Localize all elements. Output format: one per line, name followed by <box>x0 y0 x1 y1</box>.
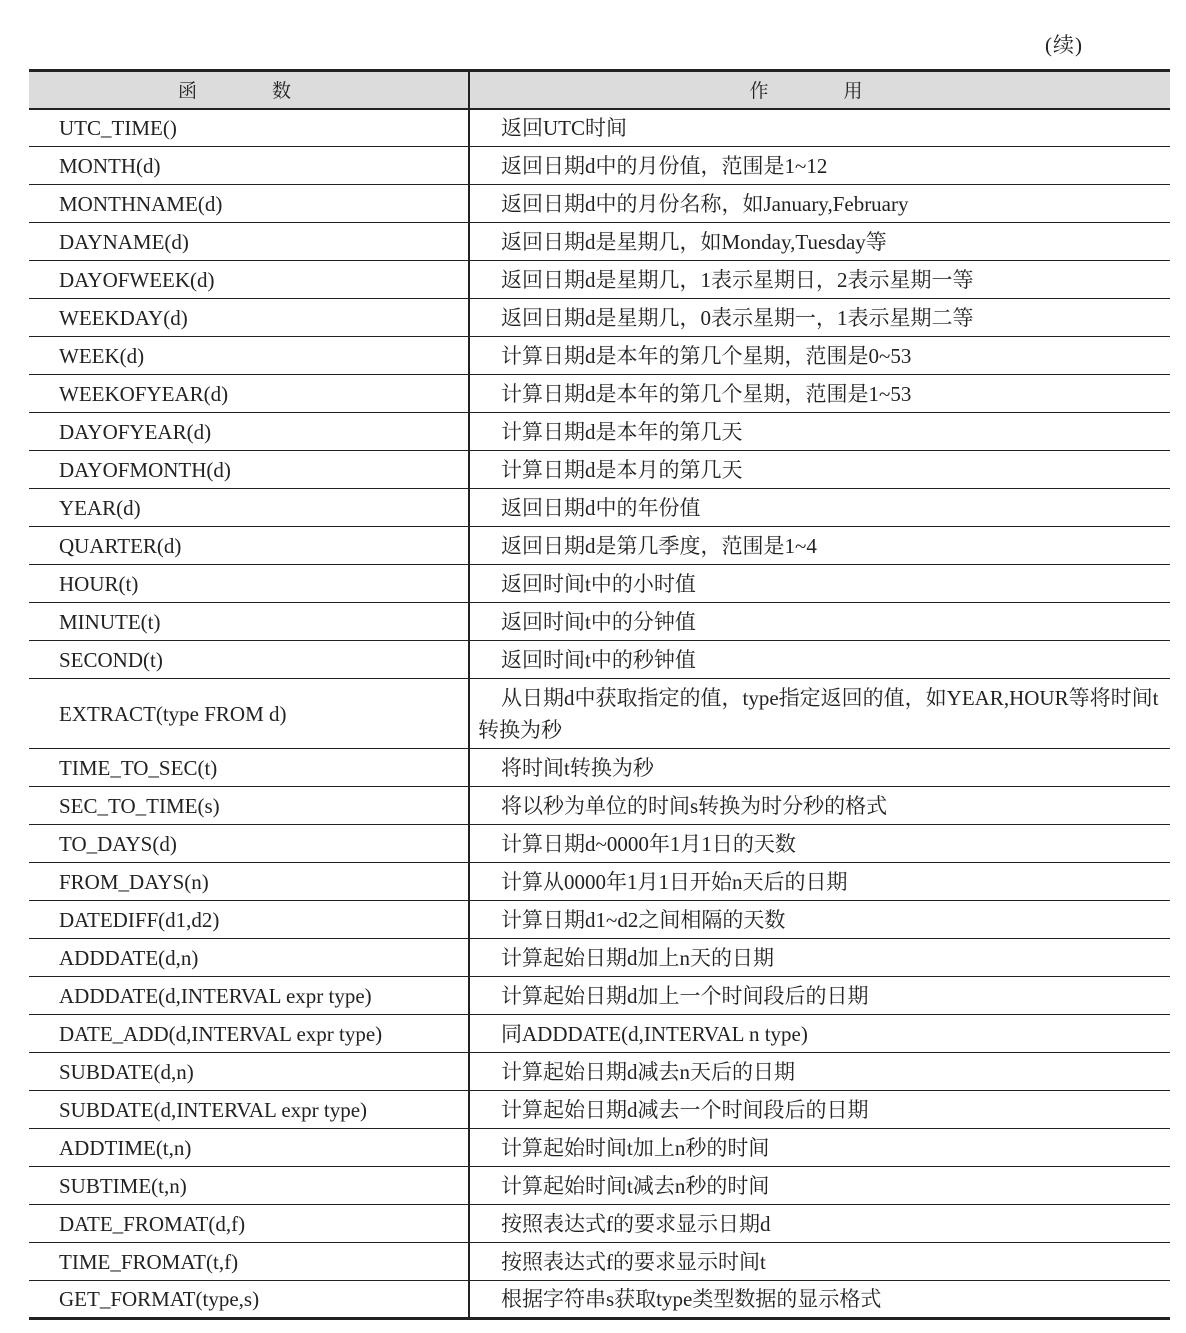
function-description-cell: 返回时间t中的秒钟值 <box>469 641 1170 679</box>
function-name-cell: MINUTE(t) <box>29 603 469 641</box>
function-name-cell: WEEK(d) <box>29 337 469 375</box>
table-row <box>29 185 1170 223</box>
function-name-cell: DATEDIFF(d1,d2) <box>29 901 469 939</box>
function-name-cell: DAYOFYEAR(d) <box>29 413 469 451</box>
function-name-cell: MONTHNAME(d) <box>29 185 469 223</box>
table-row <box>29 489 1170 527</box>
function-description-cell: 将时间t转换为秒 <box>469 749 1170 787</box>
table-row <box>29 603 1170 641</box>
function-description-cell: 返回UTC时间 <box>469 109 1170 147</box>
function-description-cell: 计算起始日期d减去一个时间段后的日期 <box>469 1091 1170 1129</box>
function-name-cell: DAYOFMONTH(d) <box>29 451 469 489</box>
table-body <box>29 109 1170 1319</box>
function-description-cell: 返回日期d中的年份值 <box>469 489 1170 527</box>
table-row <box>29 527 1170 565</box>
table-row <box>29 939 1170 977</box>
function-description-cell: 计算日期d是本年的第几天 <box>469 413 1170 451</box>
table-row <box>29 641 1170 679</box>
function-description-cell: 返回日期d是星期几，1表示星期日，2表示星期一等 <box>469 261 1170 299</box>
function-description-cell: 计算起始时间t加上n秒的时间 <box>469 1129 1170 1167</box>
table-row <box>29 299 1170 337</box>
function-description-cell: 计算日期d是本年的第几个星期，范围是1~53 <box>469 375 1170 413</box>
table-row <box>29 825 1170 863</box>
function-name-cell: DATE_ADD(d,INTERVAL expr type) <box>29 1015 469 1053</box>
function-name-cell: ADDDATE(d,n) <box>29 939 469 977</box>
table-row <box>29 413 1170 451</box>
table-row <box>29 565 1170 603</box>
function-description-cell: 根据字符串s获取type类型数据的显示格式 <box>469 1281 1170 1319</box>
table-row <box>29 451 1170 489</box>
table-row <box>29 679 1170 749</box>
table-row <box>29 1243 1170 1281</box>
function-name-cell: SEC_TO_TIME(s) <box>29 787 469 825</box>
function-name-cell: WEEKOFYEAR(d) <box>29 375 469 413</box>
table-header-row <box>29 71 1170 109</box>
table-row <box>29 1281 1170 1319</box>
function-name-cell: MONTH(d) <box>29 147 469 185</box>
function-name-cell: EXTRACT(type FROM d) <box>29 679 469 749</box>
function-name-cell: SECOND(t) <box>29 641 469 679</box>
function-name-cell: FROM_DAYS(n) <box>29 863 469 901</box>
function-description-cell: 同ADDDATE(d,INTERVAL n type) <box>469 1015 1170 1053</box>
function-name-cell: SUBDATE(d,INTERVAL expr type) <box>29 1091 469 1129</box>
function-description-cell: 返回日期d中的月份名称，如January,February <box>469 185 1170 223</box>
function-description-cell: 返回时间t中的小时值 <box>469 565 1170 603</box>
date-function-table <box>29 69 1170 1320</box>
function-name-cell: HOUR(t) <box>29 565 469 603</box>
table-row <box>29 1167 1170 1205</box>
function-name-cell: ADDTIME(t,n) <box>29 1129 469 1167</box>
function-description-cell: 返回时间t中的分钟值 <box>469 603 1170 641</box>
table-row <box>29 1053 1170 1091</box>
function-name-cell: YEAR(d) <box>29 489 469 527</box>
function-name-cell: TIME_FROMAT(t,f) <box>29 1243 469 1281</box>
function-name-cell: QUARTER(d) <box>29 527 469 565</box>
function-description-cell: 计算起始日期d加上一个时间段后的日期 <box>469 977 1170 1015</box>
function-name-cell: SUBDATE(d,n) <box>29 1053 469 1091</box>
table-row <box>29 863 1170 901</box>
function-name-cell: WEEKDAY(d) <box>29 299 469 337</box>
function-description-cell: 将以秒为单位的时间s转换为时分秒的格式 <box>469 787 1170 825</box>
function-name-cell: DAYNAME(d) <box>29 223 469 261</box>
table-row <box>29 787 1170 825</box>
function-description-cell: 计算日期d是本月的第几天 <box>469 451 1170 489</box>
function-name-cell: TIME_TO_SEC(t) <box>29 749 469 787</box>
function-description-cell: 按照表达式f的要求显示日期d <box>469 1205 1170 1243</box>
table-row <box>29 109 1170 147</box>
function-description-cell: 计算起始日期d加上n天的日期 <box>469 939 1170 977</box>
function-description-cell: 计算日期d1~d2之间相隔的天数 <box>469 901 1170 939</box>
function-description-cell: 按照表达式f的要求显示时间t <box>469 1243 1170 1281</box>
function-description-cell: 返回日期d是星期几，0表示星期一，1表示星期二等 <box>469 299 1170 337</box>
function-name-cell: DAYOFWEEK(d) <box>29 261 469 299</box>
table-row <box>29 261 1170 299</box>
table-row <box>29 147 1170 185</box>
function-description-cell: 返回日期d中的月份值，范围是1~12 <box>469 147 1170 185</box>
table-row <box>29 1205 1170 1243</box>
table-row <box>29 1091 1170 1129</box>
function-name-cell: DATE_FROMAT(d,f) <box>29 1205 469 1243</box>
table-row <box>29 749 1170 787</box>
function-name-cell: UTC_TIME() <box>29 109 469 147</box>
table-row <box>29 1129 1170 1167</box>
table-row <box>29 977 1170 1015</box>
function-name-cell: SUBTIME(t,n) <box>29 1167 469 1205</box>
function-description-cell: 计算起始时间t减去n秒的时间 <box>469 1167 1170 1205</box>
table-row <box>29 337 1170 375</box>
function-name-cell: ADDDATE(d,INTERVAL expr type) <box>29 977 469 1015</box>
function-description-cell: 从日期d中获取指定的值，type指定返回的值，如YEAR,HOUR等将时间t转换为秒 <box>469 679 1170 749</box>
table-row <box>29 375 1170 413</box>
function-name-cell: GET_FORMAT(type,s) <box>29 1281 469 1319</box>
table-row <box>29 901 1170 939</box>
function-description-cell: 计算从0000年1月1日开始n天后的日期 <box>469 863 1170 901</box>
header-purpose: 作 用 <box>469 71 1170 109</box>
function-description-cell: 返回日期d是第几季度，范围是1~4 <box>469 527 1170 565</box>
function-description-cell: 计算日期d~0000年1月1日的天数 <box>469 825 1170 863</box>
function-name-cell: TO_DAYS(d) <box>29 825 469 863</box>
table-row <box>29 223 1170 261</box>
function-description-cell: 计算起始日期d减去n天后的日期 <box>469 1053 1170 1091</box>
table-row <box>29 1015 1170 1053</box>
continued-label: (续) <box>1045 33 1083 57</box>
header-function: 函 数 <box>29 71 469 109</box>
function-description-cell: 计算日期d是本年的第几个星期，范围是0~53 <box>469 337 1170 375</box>
function-description-cell: 返回日期d是星期几，如Monday,Tuesday等 <box>469 223 1170 261</box>
